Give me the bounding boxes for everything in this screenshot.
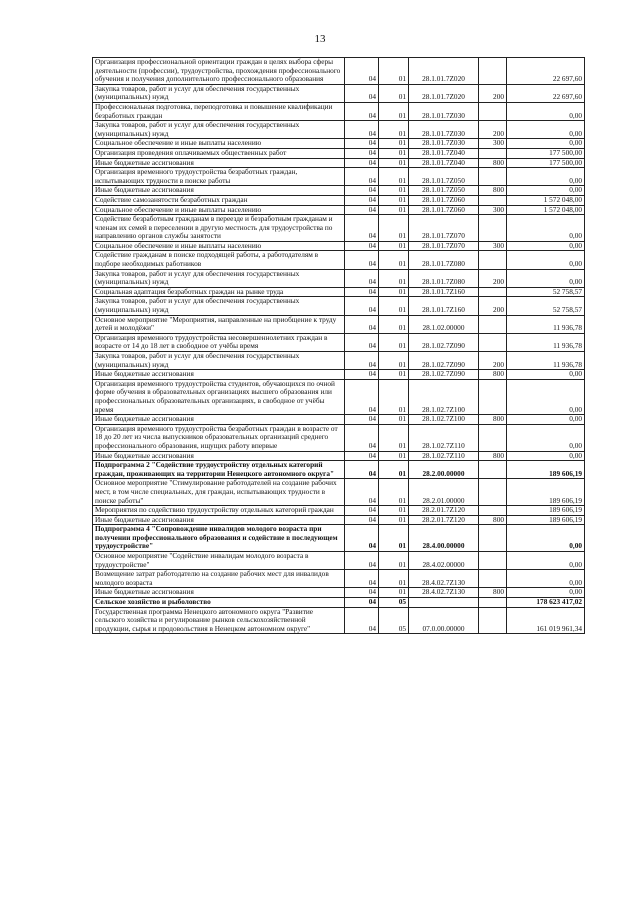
row-section-code: 04 — [345, 148, 379, 158]
row-target-article: 28.1.01.7Z080 — [409, 269, 479, 287]
table-row — [93, 102, 585, 120]
row-target-article: 28.2.01.7Z120 — [409, 515, 479, 525]
table-row — [93, 215, 585, 242]
table-row — [93, 148, 585, 158]
row-name: Иные бюджетные ассигнования — [93, 515, 345, 525]
row-name: Иные бюджетные ассигнования — [93, 415, 345, 425]
row-target-article: 28.1.01.7Z160 — [409, 287, 479, 297]
row-target-article: 07.0.00.00000 — [409, 607, 479, 634]
row-section-code: 04 — [345, 506, 379, 516]
row-amount: 52 758,57 — [507, 287, 585, 297]
row-amount: 0,00 — [507, 451, 585, 461]
row-amount: 0,00 — [507, 379, 585, 414]
row-expense-type — [479, 479, 507, 506]
row-amount: 177 500,00 — [507, 148, 585, 158]
table-row — [93, 269, 585, 287]
row-name: Организация временного трудоустройства безработных граждан в возрасте от 18 до 20 лет из числа выпускников образовательных организаций среднего профессионального образования, ищущих работу впервые — [93, 424, 345, 451]
budget-table-body — [93, 58, 585, 634]
row-name: Сельское хозяйство и рыболовство — [93, 598, 345, 608]
row-amount: 52 758,57 — [507, 297, 585, 315]
row-expense-type — [479, 379, 507, 414]
row-name: Государственная программа Ненецкого автономного округа "Развитие сельского хозяйства и регулирование рынков сельскохозяйственной продукции, сырья и продовольствия в Ненецком автономном округе" — [93, 607, 345, 634]
row-amount: 22 697,60 — [507, 84, 585, 102]
row-name: Иные бюджетные ассигнования — [93, 451, 345, 461]
row-name: Организация временного трудоустройства безработных граждан, испытывающих трудности в поиске работы — [93, 168, 345, 186]
row-amount: 189 606,19 — [507, 461, 585, 479]
row-section-code: 04 — [345, 251, 379, 269]
table-row — [93, 139, 585, 149]
row-amount: 0,00 — [507, 251, 585, 269]
row-subsection-code: 01 — [379, 370, 409, 380]
table-row — [93, 333, 585, 351]
row-expense-type: 200 — [479, 121, 507, 139]
row-target-article: 28.1.02.7Z090 — [409, 352, 479, 370]
row-target-article: 28.1.02.7Z100 — [409, 379, 479, 414]
row-subsection-code: 01 — [379, 102, 409, 120]
row-expense-type: 300 — [479, 205, 507, 215]
table-row — [93, 451, 585, 461]
row-subsection-code: 01 — [379, 451, 409, 461]
row-target-article: 28.1.02.00000 — [409, 315, 479, 333]
table-row — [93, 121, 585, 139]
table-row — [93, 552, 585, 570]
row-subsection-code: 01 — [379, 158, 409, 168]
row-name: Организация проведения оплачиваемых общественных работ — [93, 148, 345, 158]
row-expense-type — [479, 607, 507, 634]
table-row — [93, 205, 585, 215]
row-expense-type — [479, 102, 507, 120]
row-section-code: 04 — [345, 269, 379, 287]
row-expense-type — [479, 598, 507, 608]
row-amount: 0,00 — [507, 552, 585, 570]
row-expense-type: 800 — [479, 186, 507, 196]
row-amount: 161 019 961,34 — [507, 607, 585, 634]
table-row — [93, 158, 585, 168]
row-amount: 11 936,78 — [507, 333, 585, 351]
row-section-code: 04 — [345, 570, 379, 588]
row-section-code: 04 — [345, 515, 379, 525]
row-section-code: 04 — [345, 121, 379, 139]
row-subsection-code: 01 — [379, 352, 409, 370]
table-row — [93, 607, 585, 634]
row-name: Мероприятия по содействию трудоустройству отдельных категорий граждан — [93, 506, 345, 516]
row-target-article: 28.4.02.7Z130 — [409, 570, 479, 588]
row-expense-type — [479, 215, 507, 242]
row-subsection-code: 01 — [379, 415, 409, 425]
table-row — [93, 287, 585, 297]
row-amount: 0,00 — [507, 241, 585, 251]
row-target-article: 28.2.00.00000 — [409, 461, 479, 479]
row-subsection-code: 01 — [379, 525, 409, 552]
row-section-code: 04 — [345, 215, 379, 242]
table-row — [93, 315, 585, 333]
row-amount: 1 572 048,00 — [507, 205, 585, 215]
table-row — [93, 352, 585, 370]
row-expense-type — [479, 168, 507, 186]
row-amount: 0,00 — [507, 415, 585, 425]
row-name: Подпрограмма 4 "Сопровождение инвалидов молодого возраста при получении профессионального образования и содействие в последующем трудоустройстве" — [93, 525, 345, 552]
row-expense-type: 200 — [479, 352, 507, 370]
table-row — [93, 251, 585, 269]
table-row — [93, 241, 585, 251]
row-section-code: 04 — [345, 58, 379, 85]
row-target-article: 28.1.01.7Z050 — [409, 168, 479, 186]
row-name: Подпрограмма 2 "Содействие трудоустройству отдельных категорий граждан, проживающих на территории Ненецкого автономного округа" — [93, 461, 345, 479]
row-target-article: 28.1.01.7Z060 — [409, 195, 479, 205]
row-expense-type: 800 — [479, 515, 507, 525]
table-row — [93, 186, 585, 196]
row-target-article: 28.1.01.7Z030 — [409, 121, 479, 139]
row-expense-type: 800 — [479, 415, 507, 425]
row-subsection-code: 05 — [379, 607, 409, 634]
row-name: Возмещение затрат работодателю на создание рабочих мест для инвалидов молодого возраста — [93, 570, 345, 588]
row-subsection-code: 01 — [379, 58, 409, 85]
row-subsection-code: 01 — [379, 297, 409, 315]
row-target-article: 28.1.02.7Z110 — [409, 424, 479, 451]
row-subsection-code: 01 — [379, 269, 409, 287]
row-expense-type: 200 — [479, 297, 507, 315]
row-subsection-code: 01 — [379, 552, 409, 570]
table-row — [93, 506, 585, 516]
row-section-code: 04 — [345, 158, 379, 168]
row-expense-type — [479, 525, 507, 552]
row-amount: 0,00 — [507, 168, 585, 186]
row-section-code: 04 — [345, 424, 379, 451]
row-target-article: 28.1.02.7Z090 — [409, 370, 479, 380]
row-subsection-code: 01 — [379, 461, 409, 479]
row-subsection-code: 01 — [379, 215, 409, 242]
row-section-code: 04 — [345, 352, 379, 370]
row-expense-type — [479, 148, 507, 158]
row-expense-type: 800 — [479, 588, 507, 598]
row-expense-type: 200 — [479, 84, 507, 102]
table-row — [93, 515, 585, 525]
row-target-article: 28.4.02.00000 — [409, 552, 479, 570]
table-row — [93, 525, 585, 552]
row-name: Содействие гражданам в поиске подходящей работы, а работодателям в подборе необходимых работников — [93, 251, 345, 269]
row-name: Организация временного трудоустройства несовершеннолетних граждан в возрасте от 14 до 18 лет в свободное от учёбы время — [93, 333, 345, 351]
row-expense-type — [479, 552, 507, 570]
row-target-article: 28.1.01.7Z160 — [409, 297, 479, 315]
row-name: Организация временного трудоустройства студентов, обучающихся по очной форме обучения в образовательных организациях высшего образования или профессиональных образовательных организациях, в свободное от учёбы время — [93, 379, 345, 414]
row-amount: 189 606,19 — [507, 506, 585, 516]
row-amount: 11 936,78 — [507, 352, 585, 370]
table-row — [93, 168, 585, 186]
row-expense-type: 200 — [479, 269, 507, 287]
table-row — [93, 588, 585, 598]
row-subsection-code: 01 — [379, 84, 409, 102]
row-name: Основное мероприятие "Мероприятия, направленные на приобщение к труду детей и молодёжи" — [93, 315, 345, 333]
row-target-article: 28.2.01.00000 — [409, 479, 479, 506]
row-name: Основное мероприятие "Содействие инвалидам молодого возраста в трудоустройстве" — [93, 552, 345, 570]
row-expense-type: 300 — [479, 241, 507, 251]
row-subsection-code: 01 — [379, 251, 409, 269]
table-row — [93, 598, 585, 608]
row-section-code: 04 — [345, 588, 379, 598]
row-target-article: 28.1.01.7Z030 — [409, 102, 479, 120]
row-expense-type — [479, 58, 507, 85]
table-row — [93, 84, 585, 102]
row-expense-type — [479, 570, 507, 588]
row-subsection-code: 01 — [379, 148, 409, 158]
row-section-code: 04 — [345, 186, 379, 196]
row-section-code: 04 — [345, 205, 379, 215]
row-name: Содействие безработным гражданам в переезде и безработным гражданам и членам их семей в переселении в другую местность для трудоустройства по направлению органов службы занятости — [93, 215, 345, 242]
row-subsection-code: 01 — [379, 515, 409, 525]
row-target-article: 28.1.01.7Z070 — [409, 241, 479, 251]
row-target-article: 28.1.01.7Z040 — [409, 148, 479, 158]
row-section-code: 04 — [345, 297, 379, 315]
row-subsection-code: 01 — [379, 139, 409, 149]
row-amount: 0,00 — [507, 186, 585, 196]
row-subsection-code: 01 — [379, 287, 409, 297]
row-target-article: 28.1.01.7Z080 — [409, 251, 479, 269]
table-row — [93, 370, 585, 380]
row-target-article — [409, 598, 479, 608]
row-name: Организация профессиональной ориентации граждан в целях выбора сферы деятельности (профессии), трудоустройства, прохождения профессионального обучения и получения дополнительного профессионального образования — [93, 58, 345, 85]
row-expense-type — [479, 461, 507, 479]
row-name: Содействие самозанятости безработных граждан — [93, 195, 345, 205]
row-name: Закупка товаров, работ и услуг для обеспечения государственных (муниципальных) нужд — [93, 352, 345, 370]
row-amount: 189 606,19 — [507, 515, 585, 525]
row-target-article: 28.4.00.00000 — [409, 525, 479, 552]
row-amount: 189 606,19 — [507, 479, 585, 506]
table-row — [93, 379, 585, 414]
row-section-code: 04 — [345, 461, 379, 479]
row-target-article: 28.1.01.7Z020 — [409, 58, 479, 85]
row-section-code: 04 — [345, 525, 379, 552]
table-row — [93, 570, 585, 588]
row-amount: 0,00 — [507, 424, 585, 451]
row-expense-type: 800 — [479, 158, 507, 168]
row-amount: 0,00 — [507, 269, 585, 287]
row-expense-type — [479, 424, 507, 451]
row-name: Социальное обеспечение и иные выплаты населению — [93, 241, 345, 251]
row-name: Профессиональная подготовка, переподготовка и повышение квалификации безработных граждан — [93, 102, 345, 120]
row-name: Иные бюджетные ассигнования — [93, 588, 345, 598]
row-amount: 0,00 — [507, 370, 585, 380]
row-expense-type: 800 — [479, 451, 507, 461]
budget-table — [92, 57, 585, 634]
row-subsection-code: 01 — [379, 168, 409, 186]
row-expense-type — [479, 315, 507, 333]
row-section-code: 04 — [345, 168, 379, 186]
row-name: Закупка товаров, работ и услуг для обеспечения государственных (муниципальных) нужд — [93, 297, 345, 315]
row-amount: 11 936,78 — [507, 315, 585, 333]
row-target-article: 28.2.01.7Z120 — [409, 506, 479, 516]
row-section-code: 04 — [345, 379, 379, 414]
row-section-code: 04 — [345, 607, 379, 634]
row-subsection-code: 01 — [379, 205, 409, 215]
row-target-article: 28.1.01.7Z020 — [409, 84, 479, 102]
table-row — [93, 424, 585, 451]
row-expense-type: 300 — [479, 139, 507, 149]
row-amount: 0,00 — [507, 102, 585, 120]
row-amount: 0,00 — [507, 525, 585, 552]
row-subsection-code: 01 — [379, 186, 409, 196]
row-name: Основное мероприятие "Стимулирование работодателей на создание рабочих мест, в том числе специальных, для граждан, испытывающих трудности в поиске работы" — [93, 479, 345, 506]
row-target-article: 28.1.01.7Z060 — [409, 205, 479, 215]
row-target-article: 28.1.02.7Z110 — [409, 451, 479, 461]
row-subsection-code: 01 — [379, 570, 409, 588]
row-section-code: 04 — [345, 195, 379, 205]
row-section-code: 04 — [345, 84, 379, 102]
row-amount: 0,00 — [507, 588, 585, 598]
row-target-article: 28.1.01.7Z070 — [409, 215, 479, 242]
row-amount: 0,00 — [507, 570, 585, 588]
row-name: Иные бюджетные ассигнования — [93, 158, 345, 168]
row-target-article: 28.1.01.7Z030 — [409, 139, 479, 149]
row-section-code: 04 — [345, 451, 379, 461]
row-subsection-code: 01 — [379, 315, 409, 333]
row-target-article: 28.4.02.7Z130 — [409, 588, 479, 598]
row-amount: 22 697,60 — [507, 58, 585, 85]
row-expense-type — [479, 287, 507, 297]
row-name: Социальная адаптация безработных граждан на рынке труда — [93, 287, 345, 297]
row-section-code: 04 — [345, 479, 379, 506]
row-subsection-code: 05 — [379, 598, 409, 608]
row-target-article: 28.1.02.7Z100 — [409, 415, 479, 425]
row-section-code: 04 — [345, 598, 379, 608]
row-subsection-code: 01 — [379, 424, 409, 451]
row-amount: 0,00 — [507, 139, 585, 149]
row-target-article: 28.1.01.7Z040 — [409, 158, 479, 168]
row-subsection-code: 01 — [379, 333, 409, 351]
table-row — [93, 461, 585, 479]
row-section-code: 04 — [345, 333, 379, 351]
row-target-article: 28.1.02.7Z090 — [409, 333, 479, 351]
row-expense-type: 800 — [479, 370, 507, 380]
row-expense-type — [479, 506, 507, 516]
row-section-code: 04 — [345, 287, 379, 297]
row-amount: 0,00 — [507, 121, 585, 139]
row-subsection-code: 01 — [379, 121, 409, 139]
row-target-article: 28.1.01.7Z050 — [409, 186, 479, 196]
row-section-code: 04 — [345, 102, 379, 120]
row-subsection-code: 01 — [379, 479, 409, 506]
row-name: Закупка товаров, работ и услуг для обеспечения государственных (муниципальных) нужд — [93, 269, 345, 287]
row-section-code: 04 — [345, 241, 379, 251]
row-name: Закупка товаров, работ и услуг для обеспечения государственных (муниципальных) нужд — [93, 121, 345, 139]
page-number: 13 — [314, 33, 326, 45]
row-expense-type — [479, 251, 507, 269]
row-subsection-code: 01 — [379, 241, 409, 251]
row-subsection-code: 01 — [379, 195, 409, 205]
row-section-code: 04 — [345, 552, 379, 570]
row-amount: 177 500,00 — [507, 158, 585, 168]
row-section-code: 04 — [345, 415, 379, 425]
row-subsection-code: 01 — [379, 379, 409, 414]
row-expense-type — [479, 333, 507, 351]
row-section-code: 04 — [345, 370, 379, 380]
row-subsection-code: 01 — [379, 506, 409, 516]
row-name: Социальное обеспечение и иные выплаты населению — [93, 139, 345, 149]
row-amount: 0,00 — [507, 215, 585, 242]
table-row — [93, 479, 585, 506]
row-name: Закупка товаров, работ и услуг для обеспечения государственных (муниципальных) нужд — [93, 84, 345, 102]
row-name: Социальное обеспечение и иные выплаты населению — [93, 205, 345, 215]
row-amount: 178 623 417,02 — [507, 598, 585, 608]
table-row — [93, 297, 585, 315]
table-row — [93, 415, 585, 425]
row-name: Иные бюджетные ассигнования — [93, 370, 345, 380]
row-section-code: 04 — [345, 315, 379, 333]
row-section-code: 04 — [345, 139, 379, 149]
row-expense-type — [479, 195, 507, 205]
table-row — [93, 58, 585, 85]
row-amount: 1 572 048,00 — [507, 195, 585, 205]
row-subsection-code: 01 — [379, 588, 409, 598]
table-row — [93, 195, 585, 205]
row-name: Иные бюджетные ассигнования — [93, 186, 345, 196]
